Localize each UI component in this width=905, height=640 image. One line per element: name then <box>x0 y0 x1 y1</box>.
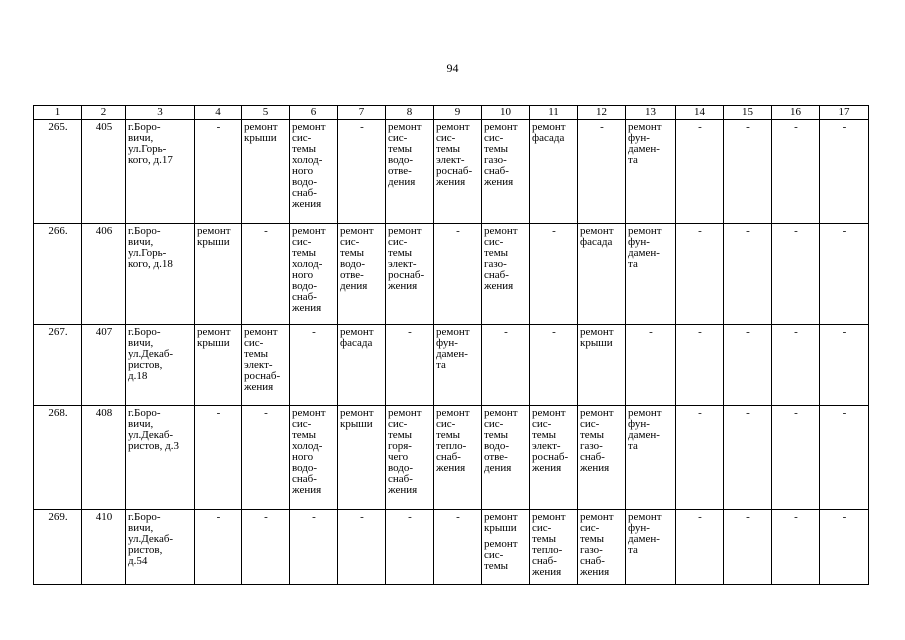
column-header: 14 <box>676 106 724 120</box>
table-cell: ремонт сис- темы элект- роснаб- жения <box>386 224 434 325</box>
table-cell: - <box>772 120 820 224</box>
table-cell: - <box>338 120 386 224</box>
table-cell: - <box>820 406 869 510</box>
table-row <box>34 224 869 325</box>
table-cell: ремонт фун- дамен- та <box>434 325 482 406</box>
table-cell: - <box>676 120 724 224</box>
table-cell: - <box>724 406 772 510</box>
object-id: 405 <box>82 120 126 224</box>
table-cell: ремонт сис- темы газо- снаб- жения <box>482 120 530 224</box>
column-header: 1 <box>34 106 82 120</box>
repair-schedule-table <box>33 105 869 585</box>
table-cell <box>482 510 530 585</box>
table-cell: ремонт сис- темы элект- роснаб- жения <box>434 120 482 224</box>
table-cell: ремонт сис- темы газо- снаб- жения <box>482 224 530 325</box>
column-header: 6 <box>290 106 338 120</box>
table-cell: ремонт сис- темы горя- чего водо- снаб- жения <box>386 406 434 510</box>
table-cell: ремонт сис- темы тепло- снаб- жения <box>434 406 482 510</box>
column-header: 2 <box>82 106 126 120</box>
page-number: 94 <box>446 61 459 75</box>
table-cell: - <box>290 510 338 585</box>
table-cell: ремонт сис- темы газо- снаб- жения <box>578 406 626 510</box>
address-cell: г.Боро- вичи, ул.Декаб- ристов, д.3 <box>126 406 195 510</box>
table-cell: - <box>290 325 338 406</box>
table-cell: - <box>676 325 724 406</box>
table-cell: ремонт фасада <box>530 120 578 224</box>
column-header: 16 <box>772 106 820 120</box>
table-cell: ремонт сис- темы холод- ного водо- снаб- жения <box>290 224 338 325</box>
table-cell: - <box>820 325 869 406</box>
table-cell: - <box>676 406 724 510</box>
table-cell: ремонт фун- дамен- та <box>626 120 676 224</box>
cell-entry: ремонт крыши <box>484 511 518 534</box>
table-cell: - <box>530 325 578 406</box>
column-header: 3 <box>126 106 195 120</box>
table-cell: ремонт сис- темы элект- роснаб- жения <box>242 325 290 406</box>
table-cell: - <box>242 224 290 325</box>
table-cell: ремонт сис- темы холод- ного водо- снаб- жения <box>290 120 338 224</box>
table-cell: - <box>676 224 724 325</box>
column-header: 11 <box>530 106 578 120</box>
address-cell: г.Боро- вичи, ул.Горь- кого, д.17 <box>126 120 195 224</box>
table-cell: ремонт крыши <box>195 224 242 325</box>
table-cell: ремонт фун- дамен- та <box>626 224 676 325</box>
cell-entry: ремонт сис- темы <box>484 538 518 572</box>
object-id: 408 <box>82 406 126 510</box>
table-cell: - <box>724 325 772 406</box>
table-row <box>34 510 869 585</box>
row-number: 268. <box>34 406 82 510</box>
table-cell: - <box>772 325 820 406</box>
table-cell: ремонт сис- темы газо- снаб- жения <box>578 510 626 585</box>
object-id: 407 <box>82 325 126 406</box>
table-cell: - <box>772 224 820 325</box>
table-cell: ремонт сис- темы тепло- снаб- жения <box>530 510 578 585</box>
row-number: 269. <box>34 510 82 585</box>
table-cell: - <box>724 510 772 585</box>
table-cell: - <box>820 510 869 585</box>
table-cell: ремонт сис- темы холод- ного водо- снаб- жения <box>290 406 338 510</box>
table-cell: - <box>386 510 434 585</box>
table-cell: ремонт крыши <box>338 406 386 510</box>
table-cell: - <box>724 120 772 224</box>
table-cell: - <box>820 224 869 325</box>
table-cell: ремонт крыши <box>242 120 290 224</box>
column-header: 15 <box>724 106 772 120</box>
column-header: 12 <box>578 106 626 120</box>
table-cell: - <box>772 406 820 510</box>
header-row <box>34 106 869 120</box>
column-header: 9 <box>434 106 482 120</box>
table-cell: - <box>242 510 290 585</box>
column-header: 17 <box>820 106 869 120</box>
table-cell: - <box>434 224 482 325</box>
table-cell: - <box>820 120 869 224</box>
table-cell: - <box>626 325 676 406</box>
table-cell: - <box>578 120 626 224</box>
row-number: 266. <box>34 224 82 325</box>
table-cell: - <box>195 120 242 224</box>
object-id: 410 <box>82 510 126 585</box>
address-cell: г.Боро- вичи, ул.Горь- кого, д.18 <box>126 224 195 325</box>
table-cell: ремонт фасада <box>578 224 626 325</box>
table-cell: ремонт фун- дамен- та <box>626 406 676 510</box>
table-cell: - <box>386 325 434 406</box>
address-cell: г.Боро- вичи, ул.Декаб- ристов, д.54 <box>126 510 195 585</box>
column-header: 8 <box>386 106 434 120</box>
table-row <box>34 120 869 224</box>
table-cell: - <box>242 406 290 510</box>
table-cell: ремонт крыши <box>578 325 626 406</box>
address-cell: г.Боро- вичи, ул.Декаб- ристов, д.18 <box>126 325 195 406</box>
column-header: 7 <box>338 106 386 120</box>
column-header: 4 <box>195 106 242 120</box>
column-header: 13 <box>626 106 676 120</box>
object-id: 406 <box>82 224 126 325</box>
table-cell: ремонт фасада <box>338 325 386 406</box>
row-number: 267. <box>34 325 82 406</box>
table-cell: ремонт сис- темы водо- отве- дения <box>386 120 434 224</box>
table-cell: ремонт фун- дамен- та <box>626 510 676 585</box>
table-cell: ремонт сис- темы элект- роснаб- жения <box>530 406 578 510</box>
table-cell: - <box>195 510 242 585</box>
column-header: 5 <box>242 106 290 120</box>
table-cell: ремонт сис- темы водо- отве- дения <box>338 224 386 325</box>
table-cell: - <box>338 510 386 585</box>
table-cell: - <box>530 224 578 325</box>
row-number: 265. <box>34 120 82 224</box>
table-cell: - <box>195 406 242 510</box>
table-cell: - <box>482 325 530 406</box>
table-cell: - <box>434 510 482 585</box>
column-header: 10 <box>482 106 530 120</box>
table-cell: - <box>772 510 820 585</box>
table-cell: ремонт крыши <box>195 325 242 406</box>
table-row <box>34 325 869 406</box>
table-row <box>34 406 869 510</box>
table-cell: - <box>676 510 724 585</box>
table-cell: - <box>724 224 772 325</box>
table-cell: ремонт сис- темы водо- отве- дения <box>482 406 530 510</box>
